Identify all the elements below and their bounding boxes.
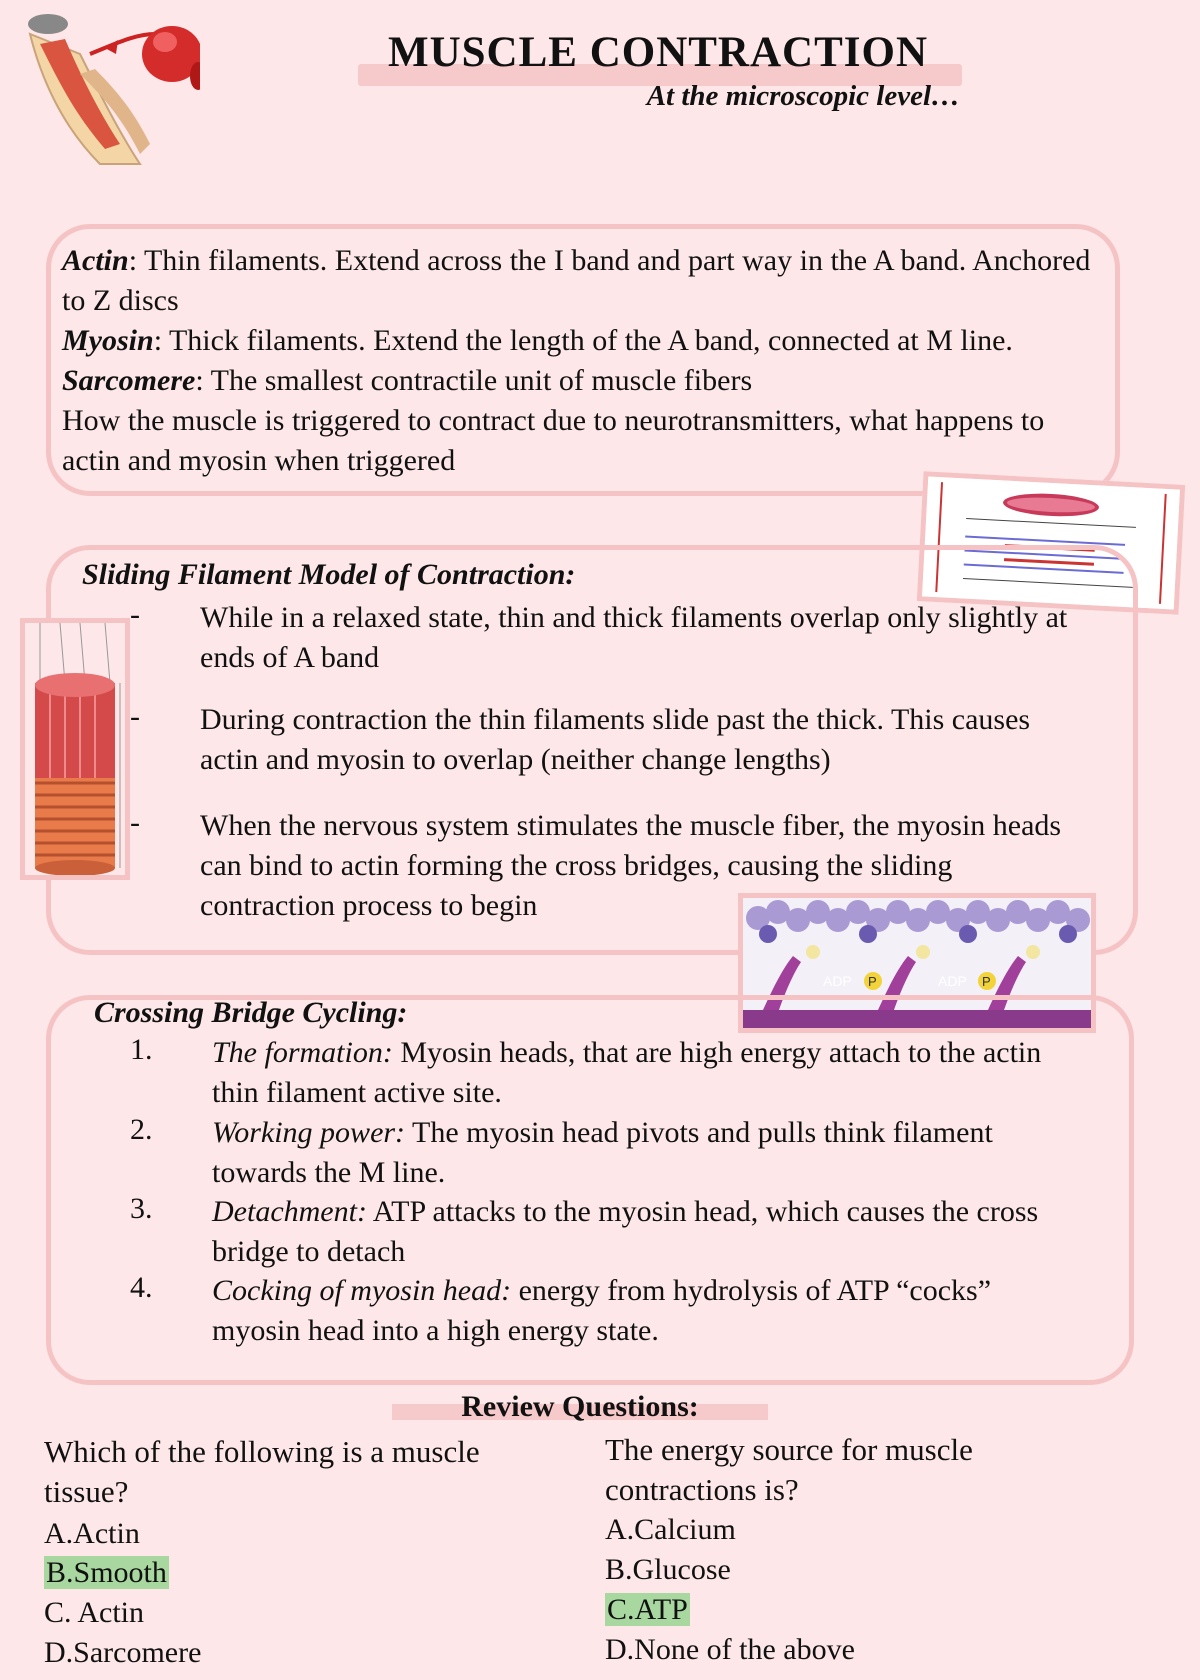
cycle-step-term-3: Detachment: — [212, 1195, 367, 1228]
trigger-text: How the muscle is triggered to contract due to neurotransmitters, what happens to actin and myosin when triggered — [62, 404, 1045, 477]
sliding-filament-heading: Sliding Filament Model of Contraction: — [82, 558, 576, 591]
adp-label-1: ADP — [823, 973, 852, 989]
cycle-step-text-1: Myosin heads, that are high energy attach to the actin thin filament active site. — [212, 1036, 1042, 1109]
cycle-step-3 — [212, 1192, 1092, 1272]
cycle-step-4 — [212, 1271, 1032, 1351]
review-question-1: Which of the following is a muscle tissue? — [44, 1434, 480, 1509]
sliding-bullet-dash-1: - — [130, 598, 140, 631]
myosin-term: Myosin — [62, 324, 154, 357]
q2-option-b: B.Glucose — [605, 1553, 731, 1586]
phosphate-label-2: P — [982, 974, 991, 989]
q2-option-d: D.None of the above — [605, 1633, 855, 1666]
cycle-step-text-4: energy from hydrolysis of ATP “cocks” myosin head into a high energy state. — [212, 1274, 992, 1347]
cycle-step-number-3: 3. — [130, 1192, 153, 1225]
sarcomere-definition: : The smallest contractile unit of muscle fibers — [195, 364, 753, 397]
cycle-step-number-4: 4. — [130, 1271, 153, 1304]
cycle-step-number-1: 1. — [130, 1033, 153, 1066]
muscle-fiber-frame — [20, 618, 130, 880]
sliding-bullet-dash-2: - — [130, 700, 140, 733]
cycle-step-number-2: 2. — [130, 1113, 153, 1146]
myosin-definition: : Thick filaments. Extend the length of the A band, connected at M line. — [153, 324, 1013, 357]
q2-option-a: A.Calcium — [605, 1513, 736, 1546]
cycle-step-1 — [212, 1033, 1092, 1113]
sliding-bullet-dash-3: - — [130, 806, 140, 839]
q1-option-b-highlight: B.Smooth — [46, 1556, 167, 1589]
q1-option-c: C. Actin — [44, 1596, 145, 1629]
page-title: MUSCLE CONTRACTION — [387, 29, 929, 76]
review-title: Review Questions: — [461, 1390, 699, 1423]
q2-option-c-highlight: C.ATP — [607, 1593, 688, 1626]
adp-label-2: ADP — [938, 973, 967, 989]
actin-term: Actin — [62, 244, 129, 277]
cycle-step-term-2: Working power: — [212, 1116, 406, 1149]
sliding-bullet-2: During contraction the thin filaments slide past the thick. This causes actin and myosin to overlap (neither change lengths) — [200, 703, 1031, 776]
cycle-step-term-1: The formation: — [212, 1036, 393, 1069]
cycle-step-text-3: ATP attacks to the myosin head, which causes the cross bridge to detach — [212, 1195, 1039, 1268]
actin-definition: : Thin filaments. Extend across the I band and part way in the A band. Anchored to Z discs — [62, 244, 1091, 317]
q1-option-b — [44, 1553, 169, 1593]
cycle-step-2 — [212, 1113, 1032, 1193]
q1-option-d: D.Sarcomere — [44, 1636, 202, 1669]
cross-bridge-heading: Crossing Bridge Cycling: — [94, 996, 408, 1029]
phosphate-label-1: P — [868, 974, 877, 989]
q1-option-a: A.Actin — [44, 1517, 140, 1550]
sliding-bullet-1: While in a relaxed state, thin and thick filaments overlap only slightly at ends of A band — [200, 601, 1068, 674]
sarcomere-term: Sarcomere — [62, 364, 196, 397]
q2-option-c — [605, 1590, 690, 1630]
cycle-step-text-2: The myosin head pivots and pulls think filament towards the M line. — [212, 1116, 993, 1189]
cycle-step-term-4: Cocking of myosin head: — [212, 1274, 512, 1307]
flexed-arm-illustration — [20, 14, 200, 174]
muscle-fiber-diagram — [25, 623, 125, 875]
page-subtitle: At the microscopic level… — [646, 80, 960, 112]
definitions-text — [62, 241, 1092, 481]
sliding-bullet-3: When the nervous system stimulates the muscle fiber, the myosin heads can bind to actin forming the cross bridges, causing the sliding contraction process to begin — [200, 809, 1062, 922]
review-question-2: The energy source for muscle contractions is? — [605, 1432, 973, 1507]
